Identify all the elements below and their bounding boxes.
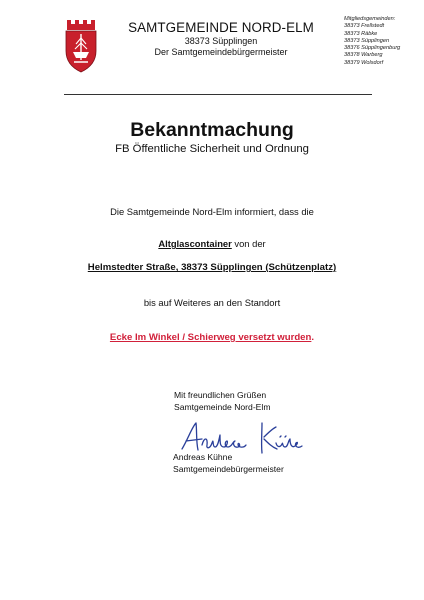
closing-block [174,390,270,413]
header-divider [64,94,372,95]
member-item: 38376 Süpplingenburg [344,45,401,52]
member-municipalities [344,16,422,67]
member-item: 38378 Warberg [344,52,383,59]
signer-name: Andreas Kühne [173,452,233,462]
closing-org: Samtgemeinde Nord-Elm [174,401,271,412]
member-item: 38379 Wolsdorf [344,59,384,66]
members-title: Mitgliedsgemeinden: [344,16,396,22]
member-item: 38373 Frellstedt [344,23,385,30]
org-name: SAMTGEMEINDE NORD-ELM [128,20,314,35]
member-item: 38373 Räbke [344,30,378,37]
new-location [0,332,424,344]
item-name: Altglascontainer [158,238,232,249]
letterhead [118,20,324,58]
greeting: Mit freundlichen Grüßen [174,390,267,400]
new-location-period: . [311,332,315,343]
body-line-2-rest: von der [231,238,266,249]
old-location: Helmstedter Straße, 38373 Süpplingen (Schützenplatz) [87,262,337,273]
member-item: 38373 Süpplingen [344,37,390,44]
org-address: 38373 Süpplingen [184,36,258,46]
body-line-1: Die Samtgemeinde Nord-Elm informiert, dass die [110,206,314,217]
body-line-4: bis auf Weiteres an den Standort [143,297,281,308]
signer-title: Samtgemeindebürgermeister [173,463,284,474]
org-mayor-title: Der Samtgemeindebürgermeister [154,47,288,57]
coat-of-arms [63,18,99,74]
body-line-2 [0,238,424,250]
new-location-text: Ecke Im Winkel / Schierweg versetzt wurden [109,332,312,343]
document-title: Bekanntmachung [130,119,294,141]
document-subtitle: FB Öffentliche Sicherheit und Ordnung [115,143,309,155]
signer-block [173,452,284,475]
